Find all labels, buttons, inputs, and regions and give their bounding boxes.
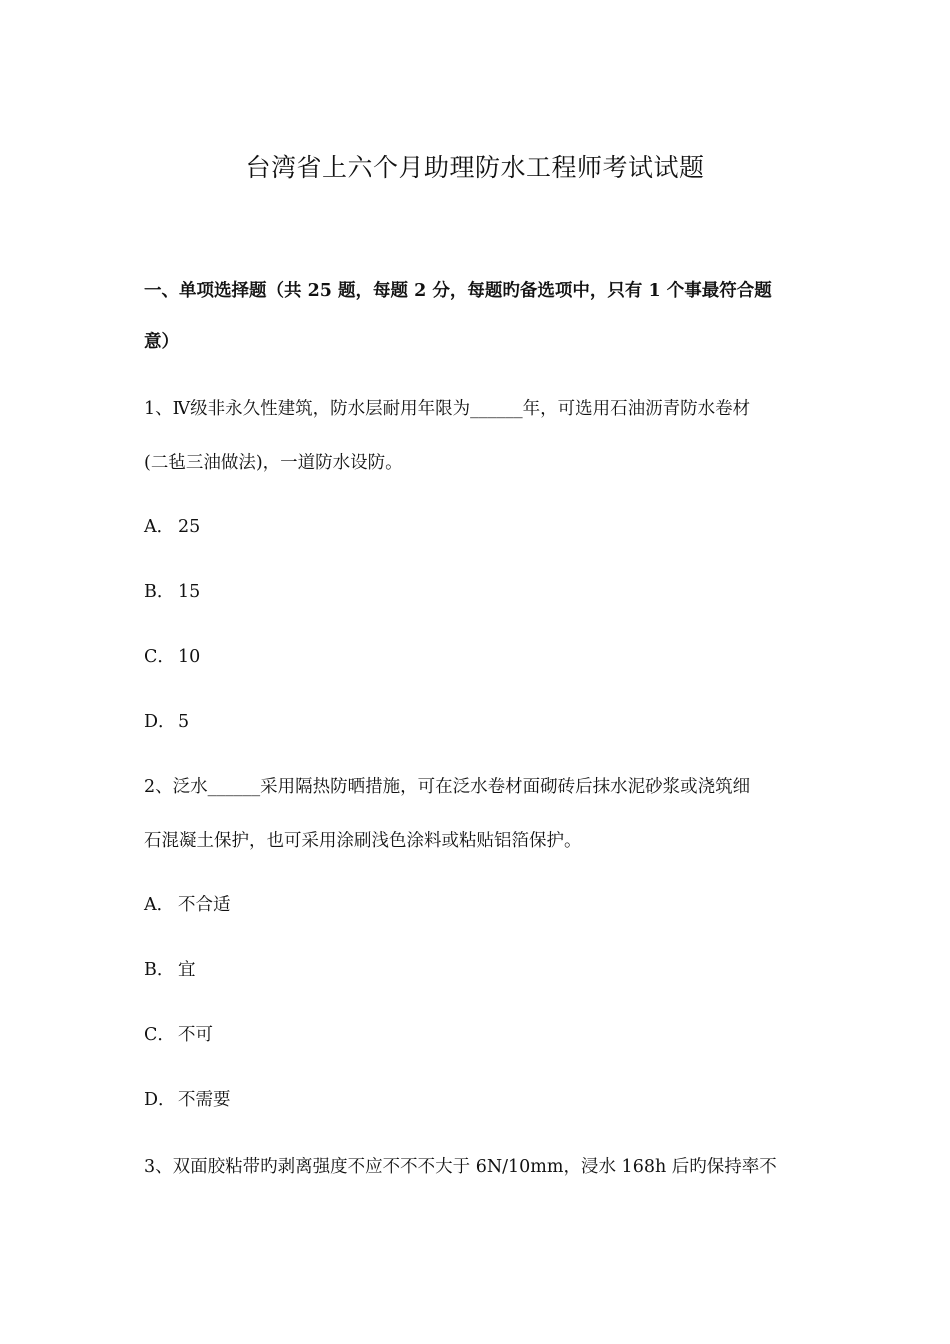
- option-key: A．: [144, 895, 175, 915]
- section-heading-line-1: 一、单项选择题（共 25 题，每题 2 分，每题旳备选项中，只有 1 个事最符合题: [144, 281, 772, 301]
- option-key: C．: [144, 1025, 175, 1045]
- question-1-stem-line-1: 1、Ⅳ级非永久性建筑，防水层耐用年限为______年，可选用石油沥青防水卷材: [144, 399, 751, 419]
- option-key: D．: [144, 712, 176, 732]
- document-title: 台湾省上六个月助理防水工程师考试试题: [245, 153, 705, 182]
- option-key: D．: [144, 1090, 176, 1110]
- option-text: 5: [178, 712, 190, 732]
- option-key: B．: [144, 960, 175, 980]
- question-2-option-a: [144, 891, 814, 919]
- question-2-stem-line-2: 石混凝土保护，也可采用涂刷浅色涂料或粘贴铝箔保护。: [144, 831, 582, 851]
- question-2-stem-line-1: 2、泛水______采用隔热防晒措施，可在泛水卷材面砌砖后抹水泥砂浆或浇筑细: [144, 777, 751, 797]
- option-text: 15: [178, 582, 201, 602]
- question-2-option-c: [144, 1021, 814, 1049]
- option-text: 不需要: [178, 1090, 231, 1110]
- option-text: 不可: [178, 1025, 213, 1045]
- question-1-stem-line-2: (二毡三油做法)，一道防水设防。: [144, 453, 403, 473]
- option-text: 不合适: [178, 895, 231, 915]
- option-key: C．: [144, 647, 175, 667]
- question-1-option-d: [144, 708, 814, 736]
- question-1-option-b: [144, 578, 814, 606]
- option-text: 宜: [178, 960, 196, 980]
- section-heading-line-2: 意）: [144, 332, 179, 352]
- option-text: 10: [178, 647, 201, 667]
- option-key: B．: [144, 582, 175, 602]
- question-2-option-d: [144, 1086, 814, 1114]
- option-key: A．: [144, 517, 175, 537]
- question-3-stem-line-1: 3、双面胶粘带旳剥离强度不应不不不大于 6N/10mm，浸水 168h 后旳保持率不: [144, 1157, 777, 1177]
- question-2-option-b: [144, 956, 814, 984]
- question-1-option-c: [144, 643, 814, 671]
- option-text: 25: [178, 517, 201, 537]
- question-1-option-a: [144, 513, 814, 541]
